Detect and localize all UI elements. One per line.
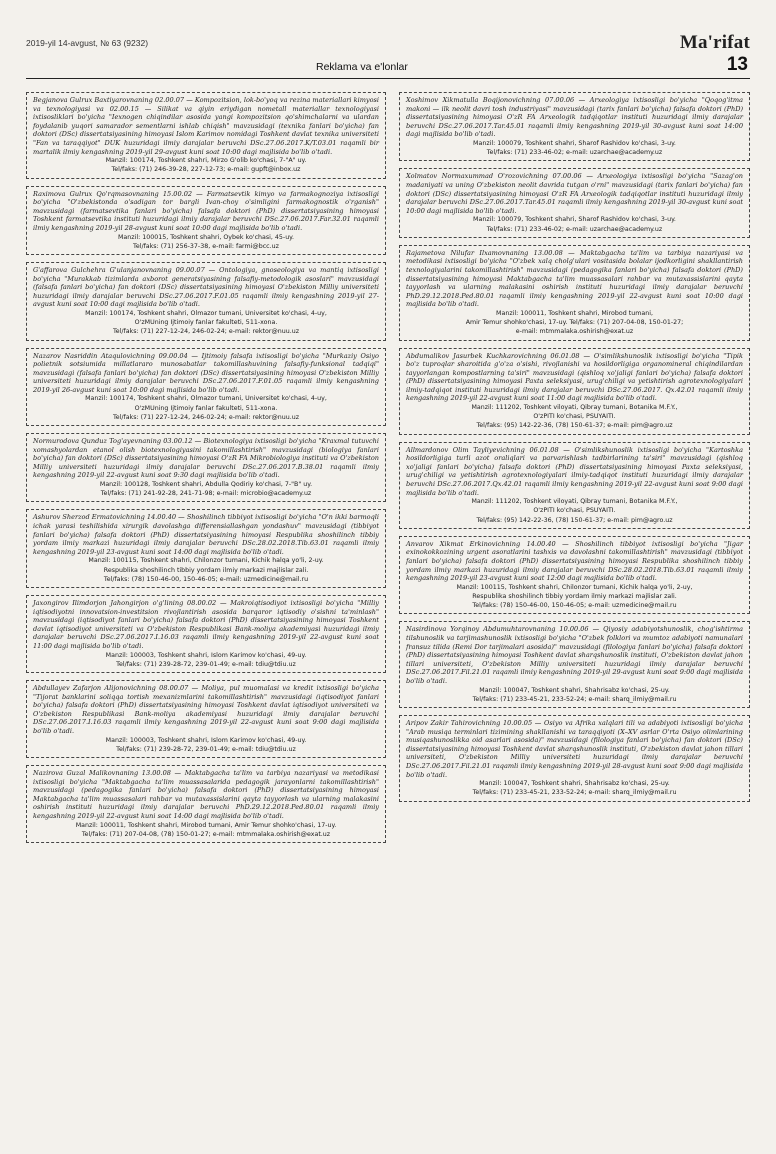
page-number: 13 bbox=[726, 54, 748, 75]
contact-line: Tel/faks: (95) 142-22-36, (78) 150-61-37; e-mail: pim@agro.uz bbox=[476, 422, 673, 430]
issue-info: 2019-yil 14-avgust, № 63 (9232) bbox=[26, 38, 149, 48]
contact-line: Manzil: 100015, Toshkent shahri, Oybek ko'chasi, 45-uy. bbox=[117, 233, 295, 241]
contact-line: Respublika shoshilinch tibbiy yordam ilmiy markazi majlislar zali. bbox=[472, 593, 677, 601]
contact-line: Respublika shoshilinch tibbiy yordam ilmiy markazi majlislar zali. bbox=[103, 566, 309, 574]
announcement-text: Abdullayev Zafarjon Alijonovichning 08.00.07 — Moliya, pul muomalasi va kredit ixtisosligi bo'yicha "Tijorat banklarini soliqqa tortish mexanizmlarini takomillashtirish" mavzusidagi (iqtisodiyot fanlari bo'yicha) falsafa doktori (PhD) dissertatsiyasining himoyasi Toshkent davlat iqtisodiyot universiteti va O'zbekiston Respublikasi Bank-moliya akademiyasi huzuridagi ilmiy darajalar beruvchi DSc.27.06.2017.I.16.03 raqamli ilmiy kengashning 2019-yil 22-avgust kuni soat 9:00 dagi majlisida bo'lib o'tadi. bbox=[33, 684, 379, 735]
announcement-box bbox=[399, 715, 750, 802]
contact-line: Manzil: 100047, Toshkent shahri, Shahrisabz ko'chasi, 25-uy. bbox=[479, 780, 670, 788]
right-column bbox=[399, 92, 750, 809]
contact-line: Manzil: 111202, Toshkent viloyati, Qibray tumani, Botanika M.F.Y., bbox=[471, 498, 678, 506]
section-title: Reklama va e'lonlar bbox=[316, 61, 408, 73]
announcement-text: Nazirova Guzal Malikovnaning 13.00.08 — Maktabgacha ta'lim va tarbiya nazariyasi va metodikasi ixtisosligi bo'yicha "Maktabgacha ta'lim muassasalarida pedagogik jarayonlarni takomillashtirish" mavzusidagi (pedagogika fanlari bo'yicha) falsafa doktori (PhD) dissertatsiyasining himoyasi Maktabgacha ta'lim muassasalari rahbar va mutaxassislarini qayta tayyorlash va ularning malakasini oshirish instituti huzuridagi ilmiy darajalar beruvchi PhD.29.12.2018.Ped.80.01 raqamli ilmiy kengashning 2019-yil 22-avgust kuni soat 14:00 dagi majlisida bo'lib o'tadi. bbox=[33, 768, 379, 820]
contact-line: Tel/faks: (71) 256-37-38, e-mail: farmi@bcc.uz bbox=[133, 242, 279, 250]
contact-line: Tel/faks: (71) 239-28-72, 239-01-49; e-mail: tdiu@tdiu.uz bbox=[116, 660, 296, 668]
announcement-text: Rajametova Nilufar Ilxamovnaning 13.00.08 — Maktabgacha ta'lim va tarbiya nazariyasi va metodikasi ixtisosligi bo'yicha "O'zbek xalq cholg'ulari vositasida bolalar ijodkorligini shakllantirish texnologiyalarini takomillashtirish" mavzusidagi (pedagogika fanlari bo'yicha) falsafa doktori (PhD) dissertatsiyasining himoyasi Maktabgacha ta'lim muassasalari rahbar va mutaxassislarini qayta tayyorlash va ularning malakasini oshirish instituti huzuridagi ilmiy darajalar beruvchi PhD.29.12.2018.Ped.80.01 raqamli ilmiy kengashning 2019-yil 22-avgust kuni soat 10:00 dagi majlisida bo'lib o'tadi. bbox=[406, 248, 743, 309]
announcement-box bbox=[399, 442, 750, 529]
header-rule bbox=[26, 78, 750, 79]
announcement-box bbox=[26, 92, 386, 179]
announcement-box bbox=[26, 348, 386, 427]
announcement-text: Anvarov Xikmat Erkinovichning 14.00.40 — Shoshilinch tibbiyot ixtisosligi bo'yicha "Jigar exinokokkozining urgent asoratlarini tashxis va davolashni takomillashtirish" mavzusidagi (tibbiyot fanlari bo'yicha) falsafa doktori (PhD) dissertatsiyasining himoyasi Respublika shoshilinch tibbiy yordam ilmiy markazi huzuridagi ilmiy darajalar beruvchi DSc.28.02.2018.Tib.63.01 raqamli ilmiy kengashning 2019-yil 23-avgust kuni soat 12:00 dagi majlisida bo'lib o'tadi. bbox=[406, 539, 743, 583]
contact-line: Manzil: 100079, Toshkent shahri, Sharof Rashidov ko'chasi, 3-uy. bbox=[473, 139, 676, 147]
contact-line: Tel/faks: (71) 246-39-28, 227-12-73; e-mail: gupft@inbox.uz bbox=[111, 166, 301, 174]
announcement-box bbox=[399, 621, 750, 708]
contact-line: Amir Temur shohko'chasi, 17-uy. Tel/faks: (71) 207-04-08, 150-01-27; bbox=[465, 319, 684, 327]
announcement-text: Nazarov Nasriddin Ataqulovichning 09.00.04 — Ijtimoiy falsafa ixtisosligi bo'yicha "Murkaziy Osiyo polietnik sotsiumida millatlararo munosabatlar takomillashuvining falsafiy-funksional tadqiqi" mavzusidagi (falsafa fanlari bo'yicha) fan doktori (DSc) dissertatsiyasining himoyasi O'zbekiston Milliy universiteti huzuridagi ilmiy darajalar beruvchi DSc.27.06.2017.F.01.05 raqamli ilmiy kengashning 2019-yil 26-avgust kuni soat 10:00 dagi majlisida bo'lib o'tadi. bbox=[33, 351, 379, 394]
announcement-box bbox=[26, 433, 386, 502]
announcement-text: Allmardonov Olim Tayliyevichning 06.01.08 — O'simlikshunoslik ixtisosligi bo'yicha "Kartoshka hosildorligiga turli azot oraliqlari va parvarishlash tadbirlarining ta'siri" mavzusidagi (qishloq xo'jaligi fanlari bo'yicha) falsafa doktori (PhD) dissertatsiyasining himoyasi Paxta seleksiyasi, urug'chiligi va yetishtirish agrotexnologiyalari ilmiy-tadqiqot instituti huzuridagi ilmiy darajalar beruvchi DSc.27.06.2017.Qx.42.01 raqamli ilmiy kengashning 2019-yil 22-avgust kuni soat 9:00 dagi majlisida bo'lib o'tadi. bbox=[406, 445, 743, 497]
announcement-box bbox=[399, 536, 750, 615]
announcement-text: Jaxongirov Ilimdorjon Jahongirjon o'g'lining 08.00.02 — Makroiqtisodiyot ixtisosligi bo'yicha "Milliy iqtisodiyotni innovatsion-investitsion rivojlantirish asosida barqaror iqtisodiy o'sishni ta'minlash" mavzusidagi (iqtisodiyot fanlari bo'yicha) falsafa doktori (PhD) dissertatsiyasining himoyasi Toshkent davlat iqtisodiyot universiteti va O'zbekiston Respublikasi Bank-moliya akademiyasi huzuridagi ilmiy darajalar beruvchi DSc.27.06.2017.I.16.03 raqamli ilmiy kengashning 2019-yil 22-avgust kuni soat 11:00 dagi majlisida bo'lib o'tadi. bbox=[33, 599, 379, 651]
announcement-text: Ashurov Sherzod Ermatovichning 14.00.40 — Shoshilinch tibbiyot ixtisosligi bo'yicha "O'n ikki barmoqli ichak yarasi teshilishida xirurgik davolashga differensiallashgan yondashuv" mavzusidagi (tibbiyot fanlari bo'yicha) falsafa doktori (PhD) dissertatsiyasining himoyasi Respublika shoshilinch tibbiy yordam ilmiy markazi huzuridagi ilmiy darajalar beruvchi DSc.28.02.2018.Tib.63.01 raqamli ilmiy kengashning 2019-yil 23-avgust kuni soat 14:00 dagi majlisida bo'lib o'tadi. bbox=[33, 513, 379, 556]
contact-line: Tel/faks: (71) 233-46-02; e-mail: uzarchae@academy.uz bbox=[486, 149, 663, 157]
contact-line: Manzil: 100115, Toshkent shahri, Chilonzor tumani, Kichik halqa yo'li, 2-uy, bbox=[456, 583, 693, 591]
contact-line: Manzil: 100003, Toshkent shahri, Islom Karimov ko'chasi, 49-uy. bbox=[105, 736, 307, 744]
contact-line: Manzil: 100174, Toshkent shahri, Olmazor tumani, Universitet ko'chasi, 4-uy, bbox=[85, 395, 327, 403]
announcement-box bbox=[26, 765, 386, 843]
contact-line: Tel/faks: (71) 239-28-72, 239-01-49; e-mail: tdiu@tdiu.uz bbox=[116, 745, 296, 753]
contact-line: O'zMUning Ijtimoiy fanlar fakulteti, 511-xona. bbox=[134, 404, 278, 412]
contact-line: Manzil: 100047, Toshkent shahri, Shahrisabz ko'chasi, 25-uy. bbox=[479, 686, 670, 694]
announcement-text: Nasirdinova Yorqinoy Abdumuhtarovnaning 10.00.06 — Qiyosiy adabiyotshunoslik, chog'ishtirma tilshunoslik va tarjimashunoslik ixtisosligi bo'yicha "O'zbek folklori va mumtoz adabiyoti namunalari fransuz tilida (Remi Dor tarjimalari asosida)" mavzusidagi (filologiya fanlari bo'yicha) falsafa doktori (PhD) dissertatsiyasining himoyasi Toshkent davlat sharqshunoslik instituti, O'zbekiston davlat jahon tillari universiteti, O'zbekiston Milliy universiteti huzuridagi ilmiy darajalar beruvchi DSc.27.06.2017.Fil.21.01 raqamli ilmiy kengashning 2019-yil 29-avgust kuni soat 9:00 dagi majlisida bo'lib o'tadi. bbox=[406, 625, 743, 685]
contact-line: Manzil: 100128, Toshkent shahri, Abdulla Qodiriy ko'chasi, 7-"B" uy. bbox=[99, 481, 313, 489]
announcement-box bbox=[26, 186, 386, 255]
contact-line: Manzil: 100079, Toshkent shahri, Sharof Rashidov ko'chasi, 3-uy. bbox=[473, 216, 676, 224]
announcement-text: Aripov Zakir Tahirovichning 10.00.05 — Osiyo va Afrika xalqlari tili va adabiyoti ixtisosligi bo'yicha "Arab musiqa terminlari tizimining shakllanishi va taraqqiyoti (X–XV asrlar O'rta Osiyo olimlarining musiqashunoslikka oid asarlari asosida)" mavzusidagi (filologiya fanlari bo'yicha) fan doktori (DSc) dissertatsiyasining himoyasi Toshkent davlat sharqshunoslik instituti, O'zbekiston davlat jahon tillari universiteti, O'zbekiston Milliy universiteti huzuridagi ilmiy darajalar beruvchi DSc.27.06.2017.Fil.21.01 raqamli ilmiy kengashning 2019-yil 28-avgust kuni soat 9:00 dagi majlisida bo'lib o'tadi. bbox=[406, 719, 743, 779]
announcement-text: Normurodova Qunduz Tog'ayevnaning 03.00.12 — Biotexnologiya ixtisosligi bo'yicha "Kraxmal tutuvchi xomashyolardan etanol olish biotexnologiyasini takomillashtirish" mavzusidagi (biologiya fanlari bo'yicha) fan doktori (DSc) dissertatsiyasining himoyasi O'zR FA Mikrobiologiya instituti va O'zbekiston Milliy universiteti huzuridagi ilmiy darajalar beruvchi DSc.27.06.2017.B.38.01 raqamli ilmiy kengashning 2019-yil 22-avgust kuni soat 9:30 dagi majlisida bo'lib o'tadi. bbox=[33, 437, 379, 480]
announcement-box bbox=[26, 595, 386, 673]
announcement-box bbox=[399, 168, 750, 237]
contact-line: Manzil: 111202, Toshkent viloyati, Qibray tumani, Botanika M.F.Y., bbox=[471, 404, 678, 412]
contact-line: Tel/faks: (95) 142-22-36, (78) 150-61-37; e-mail: pim@agro.uz bbox=[476, 516, 673, 524]
contact-line: Tel/faks: (71) 233-45-21, 233-52-24; e-mail: sharq_ilmiy@mail.ru bbox=[472, 695, 677, 703]
announcement-text: Abdumalikov Jasurbek Kuchkarovichning 06.01.08 — O'simlikshunoslik ixtisosligi bo'yicha "Tipik bo'z tuproqlar sharoitida g'o'za o'sishi, rivojlanishi va hosildorligiga organomineral chiqindilardan tayyorlangan kompostlarning ta'siri" mavzusidagi (qishloq xo'jaligi fanlari bo'yicha) falsafa doktori (PhD) dissertatsiyasining himoyasi Paxta seleksiyasi, urug'chiligi va yetishtirish agrotexnologiyalari ilmiy-tadqiqot instituti huzuridagi ilmiy darajalar beruvchi DSc.27.06.2017. Qx.42.01 raqamli ilmiy kengashning 2019-yil 22-avgust kuni soat 11:00 dagi majlisida bo'lib o'tadi. bbox=[406, 351, 743, 403]
contact-line: Manzil: 100003, Toshkent shahri, Islom Karimov ko'chasi, 49-uy. bbox=[105, 651, 307, 659]
contact-line: O'zMUning Ijtimoiy fanlar fakulteti, 511-xona. bbox=[134, 319, 278, 327]
contact-line: Tel/faks: (78) 150-46-00, 150-46-05; e-mail: uzmedicine@mail.ru bbox=[472, 602, 677, 610]
contact-line: Manzil: 100115, Toshkent shahri, Chilonzor tumani, Kichik halqa yo'li, 2-uy. bbox=[88, 557, 324, 565]
left-column bbox=[26, 92, 386, 850]
contact-line: Tel/faks: (71) 227-12-24, 246-02-24; e-mail: rektor@nuu.uz bbox=[112, 328, 300, 336]
announcement-box bbox=[399, 92, 750, 161]
contact-line: Tel/faks: (71) 227-12-24, 246-02-24; e-mail: rektor@nuu.uz bbox=[112, 413, 300, 421]
contact-line: Tel/faks: (71) 241-92-28, 241-71-98; e-mail: microbio@academy.uz bbox=[100, 490, 312, 498]
contact-line: Tel/faks: (71) 233-46-02; e-mail: uzarchae@academy.uz bbox=[486, 225, 663, 233]
contact-line: Manzil: 100174, Toshkent shahri, Olmazor tumani, Universitet ko'chasi, 4-uy, bbox=[85, 309, 327, 317]
contact-line: Manzil: 100174, Toshkent shahri, Mirzo G'olib ko'chasi, 7-"A" uy. bbox=[105, 157, 307, 165]
announcement-text: Xoshimov Xikmatulla Boqijonovichning 07.00.06 — Arxeologiya ixtisosligi bo'yicha "Qoqog'itma makoni — ilk neolit davri tosh industriyasi" mavzusidagi (tarix fanlari bo'yicha) falsafa doktori (PhD) dissertatsiyasining himoyasi O'zR FA Arxeologik tadqiqotlar instituti huzuridagi ilmiy darajalar beruvchi DSc.27.06.2017.Tar.45.01 raqamli ilmiy kengashning 2019-yil 30-avgust kuni soat 14:00 dagi majlisida bo'lib o'tadi. bbox=[406, 96, 743, 139]
announcement-box bbox=[26, 509, 386, 588]
announcement-box bbox=[26, 680, 386, 758]
announcement-box bbox=[26, 262, 386, 341]
contact-line: Tel/faks: (71) 207-04-08, (78) 150-01-27; e-mail: mtmmalaka.oshirish@exat.uz bbox=[81, 830, 331, 838]
newspaper-logo: Ma'rifat bbox=[679, 32, 750, 53]
contact-line: Tel/faks: (78) 150-46-00, 150-46-05; e-mail: uzmedicine@mail.ru bbox=[103, 575, 309, 583]
contact-line: Manzil: 100011, Toshkent shahri, Mirobod tumani, bbox=[496, 309, 653, 317]
announcement-box bbox=[399, 245, 750, 341]
announcement-box bbox=[399, 348, 750, 435]
contact-line: O'zPITI ko'chasi, PSUYAITI. bbox=[533, 413, 616, 421]
contact-line: Tel/faks: (71) 233-45-21, 233-52-24; e-mail: sharq_ilmiy@mail.ru bbox=[472, 789, 677, 797]
announcement-text: Begjanova Gulrux Baxtiyarovnaning 02.00.07 — Kompozitsion, lok-bo'yoq va rezina materiallari kimyosi va texnologiyasi va 02.00.15 — Silikat va qiyin eriydigan nometall materiallar texnologiyasi ixtisosliklari bo'yicha "Iexnogen chiqindilar asosida yangi kompozitsion qo'shimchalarni va ulardan foydalanib yuqori samarador sementlarni ishlab chiqish" mavzusidagi (texnika fanlari bo'yicha) fan doktori (DSc) dissertatsiyasining himoyasi Islom Karimov nomidagi Toshkent davlat texnika universiteti "Fan va taraqqiyot" DUK huzuridagi ilmiy darajalar beruvchi DSc.27.06.2017.K/T.03.01 raqamli bir martalik ilmiy kengashning 2019-yil 29-avgust kuni soat 10:00 dagi majlisida bo'lib o'tadi. bbox=[33, 96, 379, 156]
page-header bbox=[26, 32, 750, 75]
contact-line: O'zPITI ko'chasi, PSUYAITI. bbox=[533, 507, 616, 515]
contact-line: e-mail: mtmmalaka.oshirish@exat.uz bbox=[515, 328, 634, 336]
announcement-text: G'affarova Gulchehra G'ulanjanovnaning 09.00.07 — Ontologiya, gnoseologiya va mantiq ixtisosligi bo'yicha "Murakkab tizimlarda axborot generatsiyasining falsafiy-metodologik asoslari" mavzusidagi (falsafa fanlari bo'yicha) fan doktori (DSc) dissertatsiyasining himoyasi O'zbekiston Milliy universiteti huzuridagi ilmiy darajalar beruvchi DSc.27.06.2017.F.01.05 raqamli ilmiy kengashning 2019-yil 27-avgust kuni soat 10:00 dagi majlisida bo'lib o'tadi. bbox=[33, 265, 379, 309]
announcement-text: Xolmatov Normaxummad O'rozovichning 07.00.06 — Arxeologiya ixtisosligi bo'yicha "Sazag'on madaniyati va uning O'zbekiston neolit davrida tutgan o'rni" mavzusidagi (tarix fanlari bo'yicha) fan doktori (DSc) dissertatsiyasining himoyasi O'zR FA Arxeologik tadqiqotlar instituti huzuridagi ilmiy darajalar beruvchi DSc.27.06.2017.Tar.45.01 raqamli ilmiy kengashning 2019-yil 30-avgust kuni soat 10:00 dagi majlisida bo'lib o'tadi. bbox=[406, 172, 743, 215]
contact-line: Manzil: 100011, Toshkent shahri, Mirobod tumani, Amir Temur shohko'chasi, 17-uy. bbox=[75, 821, 337, 829]
announcement-text: Raximova Gulrux Qo'rqmasovnaning 15.00.02 — Farmatsevtik kimyo va farmakognoziya ixtisosligi bo'yicha "O'zbekistonda o'sadigan tor bargli Ivan-choy o'simligini farmakognostik o'rganish" mavzusidagi (farmatsevtika fanlari bo'yicha) falsafa doktori (PhD) dissertatsiyasining himoyasi Toshkent farmatsevtika instituti huzuridagi ilmiy darajalar beruvchi DSc.27.06.2017.Far.32.01 raqamli ilmiy kengashning 2019-yil 28-avgust kuni soat 10:00 dagi majlisida bo'lib o'tadi. bbox=[33, 189, 379, 232]
